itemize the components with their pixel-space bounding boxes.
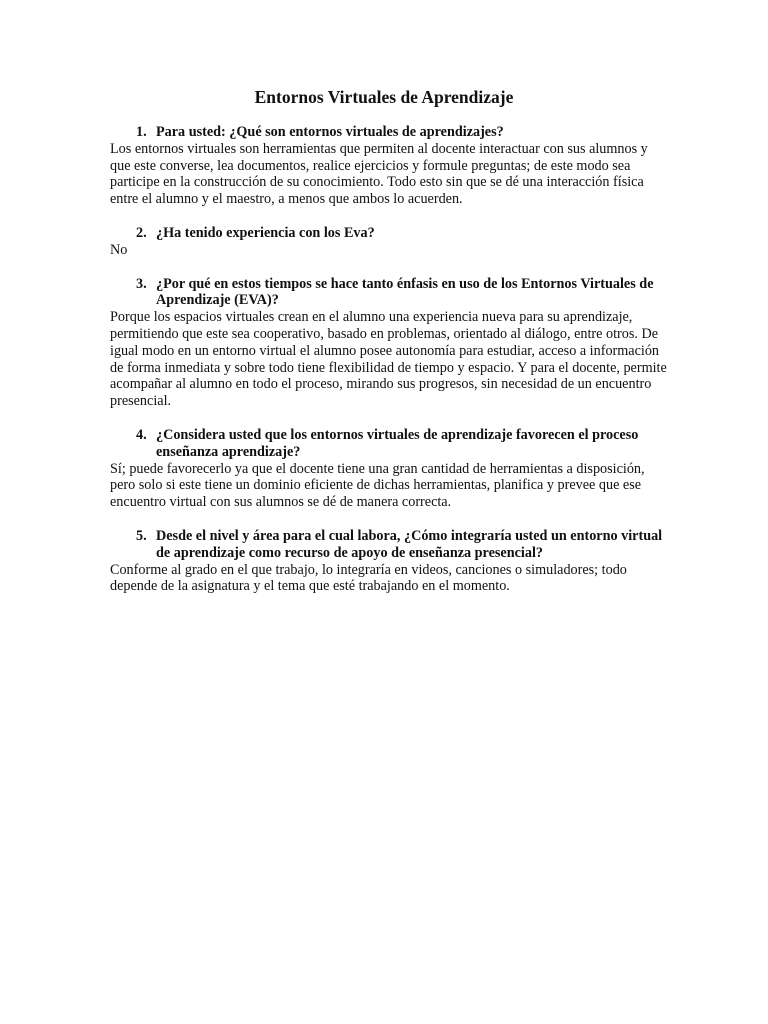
question-number-4: 4. — [136, 426, 147, 443]
question-number-3: 3. — [136, 275, 147, 292]
answer-2: No — [110, 241, 128, 258]
question-5 — [110, 528, 670, 562]
qa-item-1 — [110, 124, 670, 208]
answer-3: Porque los espacios virtuales crean en el alumno una experiencia nueva para su aprendizaje, permitiendo que este sea cooperativo, basado en problemas, orientado al diálogo, entre otros. De igual modo en un entorno virtual el alumno posee autonomía para estudiar, acceso a información de forma inmediata y sobre todo tiene flexibilidad de tiempo y espacio. Y para el docente, permite acompañar al alumno en todo el proceso, mirando sus progresos, sin necesidad de un encuentro presencial. — [110, 309, 667, 410]
answer-1: Los entornos virtuales son herramientas que permiten al docente interactuar con sus alumnos y que este converse, lea documentos, realice ejercicios y formule preguntas; de este modo sea participe en la construcción de su conocimiento. Todo esto sin que se dé una interacción física entre el alumno y el maestro, a menos que ambos lo acuerden. — [110, 140, 648, 208]
question-text-5: Desde el nivel y área para el cual labora, ¿Cómo integraría usted un entorno virtual de aprendizaje como recurso de apoyo de enseñanza presencial? — [156, 527, 663, 561]
answer-5: Conforme al grado en el que trabajo, lo integraría en videos, canciones o simuladores; todo depende de la asignatura y el tema que esté trabajando en el momento. — [110, 561, 627, 595]
document-title: Entornos Virtuales de Aprendizaje — [254, 87, 514, 107]
question-text-3: ¿Por qué en estos tiempos se hace tanto énfasis en uso de los Entornos Virtuales de Aprendizaje (EVA)? — [156, 275, 654, 309]
question-number-1: 1. — [136, 124, 147, 140]
qa-item-3 — [110, 276, 670, 410]
question-number-2: 2. — [136, 224, 147, 241]
qa-item-4 — [110, 427, 670, 511]
question-text-4: ¿Considera usted que los entornos virtuales de aprendizaje favorecen el proceso enseñanza aprendizaje? — [156, 426, 639, 460]
question-4 — [110, 427, 670, 461]
question-text-2: ¿Ha tenido experiencia con los Eva? — [156, 224, 375, 241]
qa-item-5 — [110, 528, 670, 595]
question-2 — [110, 225, 670, 242]
question-text-1: Para usted: ¿Qué son entornos virtuales de aprendizajes? — [156, 124, 504, 140]
qa-item-2 — [110, 225, 670, 259]
question-1 — [110, 124, 670, 141]
document-body — [110, 124, 670, 612]
question-number-5: 5. — [136, 527, 147, 544]
answer-4: Sí; puede favorecerlo ya que el docente tiene una gran cantidad de herramientas a disposición, pero solo si este tiene un dominio eficiente de dichas herramientas, planifica y prevee que ese encuentro virtual con sus alumnos se dé de manera correcta. — [110, 460, 645, 511]
question-3 — [110, 276, 670, 310]
